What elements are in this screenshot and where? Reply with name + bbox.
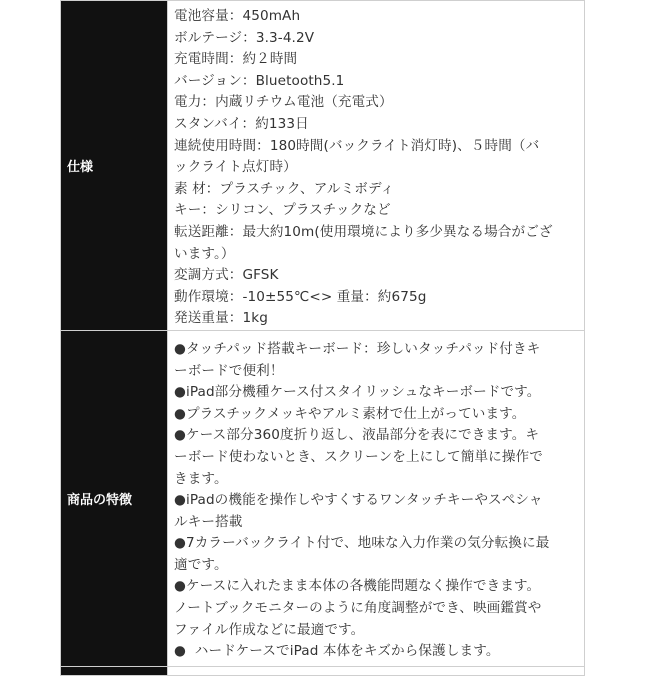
feature-line: ●7カラーバックライト付で、地味な入力作業の気分転換に最 bbox=[174, 535, 550, 552]
spec-line: ックライト点灯時） bbox=[174, 159, 297, 176]
feature-line: きます。 bbox=[174, 470, 228, 487]
spec-line: 変調方式：GFSK bbox=[174, 267, 279, 284]
feature-line: ●ケースに入れたまま本体の各機能問題なく操作できます。 bbox=[174, 578, 541, 595]
spec-line: 素 材：プラスチック、アルミボディ bbox=[174, 180, 395, 197]
spec-line: 動作環境：-10±55℃<> 重量：約675g bbox=[174, 288, 427, 305]
spec-table bbox=[60, 0, 585, 676]
spec-line: キー：シリコン、プラスチックなど bbox=[174, 202, 391, 219]
spec-line: 発送重量：1kg bbox=[174, 310, 268, 327]
feature-line: 適です。 bbox=[174, 556, 228, 573]
feature-line: ●プラスチックメッキやアルミ素材で仕上がっています。 bbox=[174, 405, 526, 422]
spec-line: 充電時間：約２時間 bbox=[174, 51, 298, 68]
row-header-continuation bbox=[61, 666, 168, 675]
feature-line: ーボードで便利！ bbox=[174, 362, 284, 379]
table-row bbox=[61, 666, 585, 675]
feature-line: ノートブックモニターのように角度調整ができ、映画鑑賞や bbox=[174, 600, 542, 617]
row-header-spec: 仕様 bbox=[61, 1, 168, 331]
feature-line: ーボード使わないとき、スクリーンを上にして簡単に操作で bbox=[174, 448, 543, 465]
spec-sheet bbox=[60, 0, 585, 661]
spec-line: スタンバイ：約133日 bbox=[174, 115, 309, 132]
spec-line: います。） bbox=[174, 245, 235, 262]
feature-line: ファイル作成などに最適です。 bbox=[174, 621, 365, 638]
row-continuation bbox=[168, 666, 585, 675]
feature-line: ● ハードケースでiPad 本体をキズから保護します。 bbox=[174, 643, 500, 660]
spec-details bbox=[168, 1, 585, 331]
spec-line: 連続使用時間：180時間(バックライト消灯時)、５時間（バ bbox=[174, 137, 540, 154]
feature-line: ルキー搭載 bbox=[174, 513, 243, 530]
table-row bbox=[61, 330, 585, 666]
feature-line: ●タッチパッド搭載キーボード：珍しいタッチパッド付きキ bbox=[174, 340, 541, 357]
feature-line: ●iPad部分機種ケース付スタイリッシュなキーボードです。 bbox=[174, 384, 541, 401]
table-row bbox=[61, 1, 585, 331]
feature-line: ●ケース部分360度折り返し、液晶部分を表にできます。キ bbox=[174, 427, 540, 444]
spec-line: 電力：内蔵リチウム電池（充電式） bbox=[174, 94, 393, 111]
row-header-features: 商品の特徴 bbox=[61, 330, 168, 666]
spec-line: バージョン：Bluetooth5.1 bbox=[174, 72, 345, 89]
feature-details bbox=[168, 330, 585, 666]
spec-line: 転送距離：最大約10m(使用環境により多少異なる場合がござ bbox=[174, 223, 553, 240]
spec-line: ボルテージ：3.3-4.2V bbox=[174, 29, 315, 46]
spec-line: 電池容量：450mAh bbox=[174, 8, 301, 24]
feature-line: ●iPadの機能を操作しやすくするワンタッチキーやスペシャ bbox=[174, 492, 543, 509]
